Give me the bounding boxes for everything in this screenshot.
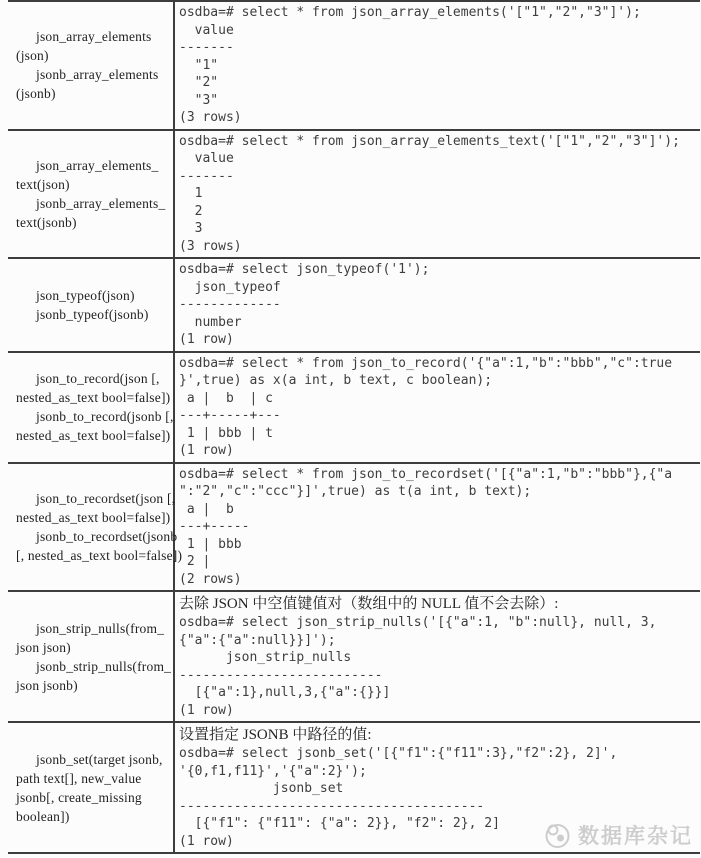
function-cell: [8, 353, 175, 462]
terminal-line: "2": [179, 75, 219, 90]
function-name-line: jsonb[, create_missing: [16, 789, 142, 805]
watermark-label: 数据库杂记: [578, 825, 693, 848]
function-name-line: jsonb_typeof(jsonb): [36, 306, 149, 322]
function-name-line: text(jsonb): [16, 214, 77, 230]
function-cell: [8, 131, 175, 258]
account-logo-icon: [544, 822, 571, 849]
function-name-line: json json): [16, 639, 71, 655]
terminal-line: [{"a":1},null,3,{"a":{}}]: [179, 685, 391, 700]
terminal-line: (2 rows): [179, 571, 242, 587]
example-cell: [175, 131, 700, 258]
function-name-line: json_array_elements: [36, 29, 152, 45]
terminal-line: number: [179, 314, 242, 330]
table-row: [8, 464, 700, 593]
terminal-line: --------------------------: [179, 667, 383, 683]
terminal-line: (1 row): [179, 702, 234, 718]
description-line: 去除 JSON 中空值键值对（数组中的 NULL 值不会去除）:: [179, 596, 559, 612]
function-cell: [8, 2, 175, 129]
function-cell: [8, 592, 175, 721]
function-name-line: path text[], new_value: [16, 770, 142, 786]
terminal-line: ---+-----: [179, 519, 250, 534]
terminal-line: (3 rows): [179, 110, 242, 125]
description-line: 设置指定 JSONB 中路径的值:: [179, 727, 372, 743]
function-cell: [8, 464, 183, 591]
function-name-line: jsonb_array_elements: [36, 67, 159, 83]
terminal-line: ":"2","c":"ccc"}]',true) as t(a int, b text);: [179, 484, 532, 499]
function-name-line: jsonb_to_recordset(jsonb: [36, 528, 178, 544]
terminal-line: (3 rows): [179, 238, 242, 254]
terminal-line: [{"f1": {"f11": {"a": 2}}, "f2": 2}, 2]: [179, 816, 500, 831]
table-row: [8, 353, 700, 464]
terminal-line: 3: [179, 221, 203, 236]
terminal-line: json_strip_nulls: [179, 650, 352, 665]
function-name-line: nested_as_text bool=false]): [16, 509, 171, 525]
example-cell: [175, 259, 700, 351]
terminal-line: "1": [179, 57, 219, 73]
function-name-line: jsonb_array_elements_: [36, 195, 166, 211]
function-name-line: json_typeof(json): [36, 287, 135, 303]
terminal-line: osdba=# select json_strip_nulls('[{"a":1, "b":null}, null, 3,: [179, 615, 657, 630]
terminal-line: osdba=# select * from json_array_elements('["1","2","3"]');: [179, 5, 641, 20]
table-row: [8, 131, 700, 260]
terminal-line: value: [179, 151, 234, 166]
example-cell: [175, 2, 700, 129]
terminal-line: ---------------------------------------: [179, 798, 485, 814]
terminal-line: '{0,f1,f11}','{"a":2}');: [179, 763, 367, 779]
example-cell: [175, 592, 700, 721]
terminal-line: }',true) as x(a int, b text, c boolean);: [179, 373, 493, 388]
function-name-line: jsonb_strip_nulls(from_: [36, 658, 172, 674]
function-cell: [8, 723, 175, 852]
function-name-line: (jsonb): [16, 86, 56, 102]
terminal-line: -------: [179, 40, 234, 55]
terminal-line: ---+-----+---: [179, 408, 281, 423]
terminal-line: value: [179, 22, 234, 38]
terminal-line: a | b | c: [179, 390, 273, 406]
watermark: [544, 820, 693, 850]
function-name-line: jsonb_set(target jsonb,: [36, 751, 163, 767]
terminal-line: (1 row): [179, 332, 234, 347]
terminal-line: 1 | bbb: [179, 536, 242, 552]
function-name-line: nested_as_text bool=false]): [16, 428, 171, 443]
function-cell: [8, 259, 175, 351]
example-cell: [175, 464, 700, 591]
terminal-line: osdba=# select json_typeof('1');: [179, 262, 430, 277]
function-table: [8, 0, 700, 854]
terminal-line: 1 | bbb | t: [179, 425, 273, 441]
function-name-line: [, nested_as_text bool=false]): [16, 547, 183, 563]
terminal-line: osdba=# select * from json_to_recordset('[{"a":1,"b":"bbb"},{"a: [179, 466, 673, 482]
table-row: [8, 2, 700, 131]
terminal-line: a | b: [179, 501, 234, 517]
terminal-line: osdba=# select * from json_to_record('{"a":1,"b":"bbb","c":true: [179, 355, 673, 371]
function-name-line: json jsonb): [16, 677, 78, 693]
terminal-line: jsonb_set: [179, 781, 344, 796]
terminal-line: json_typeof: [179, 279, 281, 295]
terminal-line: (1 row): [179, 443, 234, 458]
table-row: [8, 259, 700, 353]
function-name-line: jsonb_to_record(jsonb [,: [36, 409, 174, 424]
function-name-line: json_strip_nulls(from_: [36, 620, 165, 636]
terminal-line: -------------: [179, 297, 281, 312]
terminal-line: (1 row): [179, 833, 234, 849]
terminal-line: {"a":{"a":null}}]');: [179, 632, 336, 648]
function-name-line: boolean]): [16, 808, 70, 824]
terminal-line: osdba=# select jsonb_set('[{"f1":{"f11":3},"f2":2}, 2]',: [179, 746, 618, 761]
function-name-line: json_to_recordset(json [,: [36, 490, 176, 506]
terminal-line: -------: [179, 168, 234, 184]
example-cell: [175, 353, 700, 462]
function-name-line: text(json): [16, 176, 70, 192]
terminal-line: 2 |: [179, 554, 211, 569]
terminal-line: 1: [179, 186, 203, 201]
terminal-line: 2: [179, 203, 203, 219]
table-row: [8, 592, 700, 723]
terminal-line: "3": [179, 92, 219, 108]
function-name-line: json_array_elements_: [36, 157, 159, 173]
terminal-line: osdba=# select * from json_array_elements_text('["1","2","3"]');: [179, 133, 680, 149]
function-name-line: nested_as_text bool=false]): [16, 390, 171, 405]
function-name-line: json_to_record(json [,: [36, 371, 160, 386]
function-name-line: (json): [16, 48, 49, 64]
